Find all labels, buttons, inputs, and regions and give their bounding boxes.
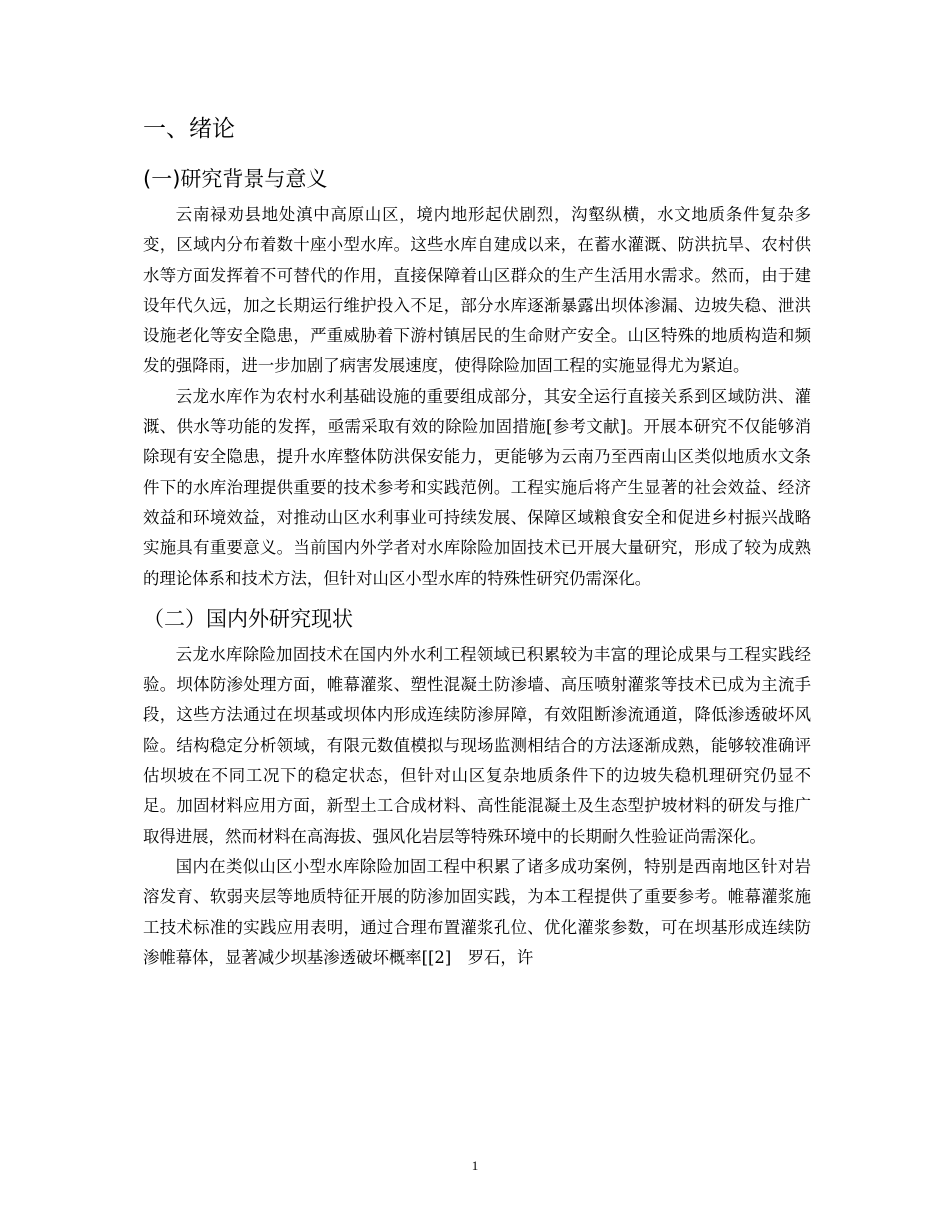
section-heading-research-status: （二）国内外研究现状 <box>143 606 353 631</box>
paragraph-background-2: 云龙水库作为农村水利基础设施的重要组成部分，其安全运行直接关系到区域防洪、灌溉、供水等功能的发挥，亟需采取有效的除险加固措施[参考文献]。开展本研究不仅能够消除现有安全隐患，提升水库整体防洪保安能力，更能够为云南乃至西南山区类似地质水文条件下的水库治理提供重要的技术参考和实践范例。工程实施后将产生显著的社会效益、经济效益和环境效益，对推动山区水利事业可持续发展、保障区域粮食安全和促进乡村振兴战略实施具有重要意义。当前国内外学者对水库除险加固技术已开展大量研究，形成了较为成熟的理论体系和技术方法，但针对山区小型水库的特殊性研究仍需深化。 <box>143 386 811 588</box>
paragraph-research-status-2: 国内在类似山区小型水库除险加固工程中积累了诸多成功案例，特别是西南地区针对岩溶发育、软弱夹层等地质特征开展的防渗加固实践，为本工程提供了重要参考。帷幕灌浆施工技术标准的实践应用表明，通过合理布置灌浆孔位、优化灌浆参数，可在坝基形成连续防渗帷幕体，显著减少坝基渗透破坏概率[[2] 罗石，许 <box>143 856 811 967</box>
section-heading-background: (一)研究背景与意义 <box>143 167 328 191</box>
page-content <box>143 108 811 973</box>
paragraph-research-status-1: 云龙水库除险加固技术在国内外水利工程领域已积累较为丰富的理论成果与工程实践经验。坝体防渗处理方面，帷幕灌浆、塑性混凝土防渗墙、高压喷射灌浆等技术已成为主流手段，这些方法通过在坝基或坝体内形成连续防渗屏障，有效阻断渗流通道，降低渗透破坏风险。结构稳定分析领域，有限元数值模拟与现场监测相结合的方法逐渐成熟，能够较准确评估坝坡在不同工况下的稳定状态，但针对山区复杂地质条件下的边坡失稳机理研究仍显不足。加固材料应用方面，新型土工合成材料、高性能混凝土及生态型护坡材料的研发与推广取得进展，然而材料在高海拔、强风化岩层等特殊环境中的长期耐久性验证尚需深化。 <box>143 644 811 846</box>
page-number: 1 <box>471 1158 479 1173</box>
paragraph-background-1: 云南禄劝县地处滇中高原山区，境内地形起伏剧烈，沟壑纵横，水文地质条件复杂多变，区域内分布着数十座小型水库。这些水库自建成以来，在蓄水灌溉、防洪抗旱、农村供水等方面发挥着不可替代的作用，直接保障着山区群众的生产生活用水需求。然而，由于建设年代久远，加之长期运行维护投入不足，部分水库逐渐暴露出坝体渗漏、边坡失稳、泄洪设施老化等安全隐患，严重威胁着下游村镇居民的生命财产安全。山区特殊的地质构造和频发的强降雨，进一步加剧了病害发展速度，使得除险加固工程的实施显得尤为紧迫。 <box>143 205 811 376</box>
chapter-title: 一、绪论 <box>143 116 235 142</box>
